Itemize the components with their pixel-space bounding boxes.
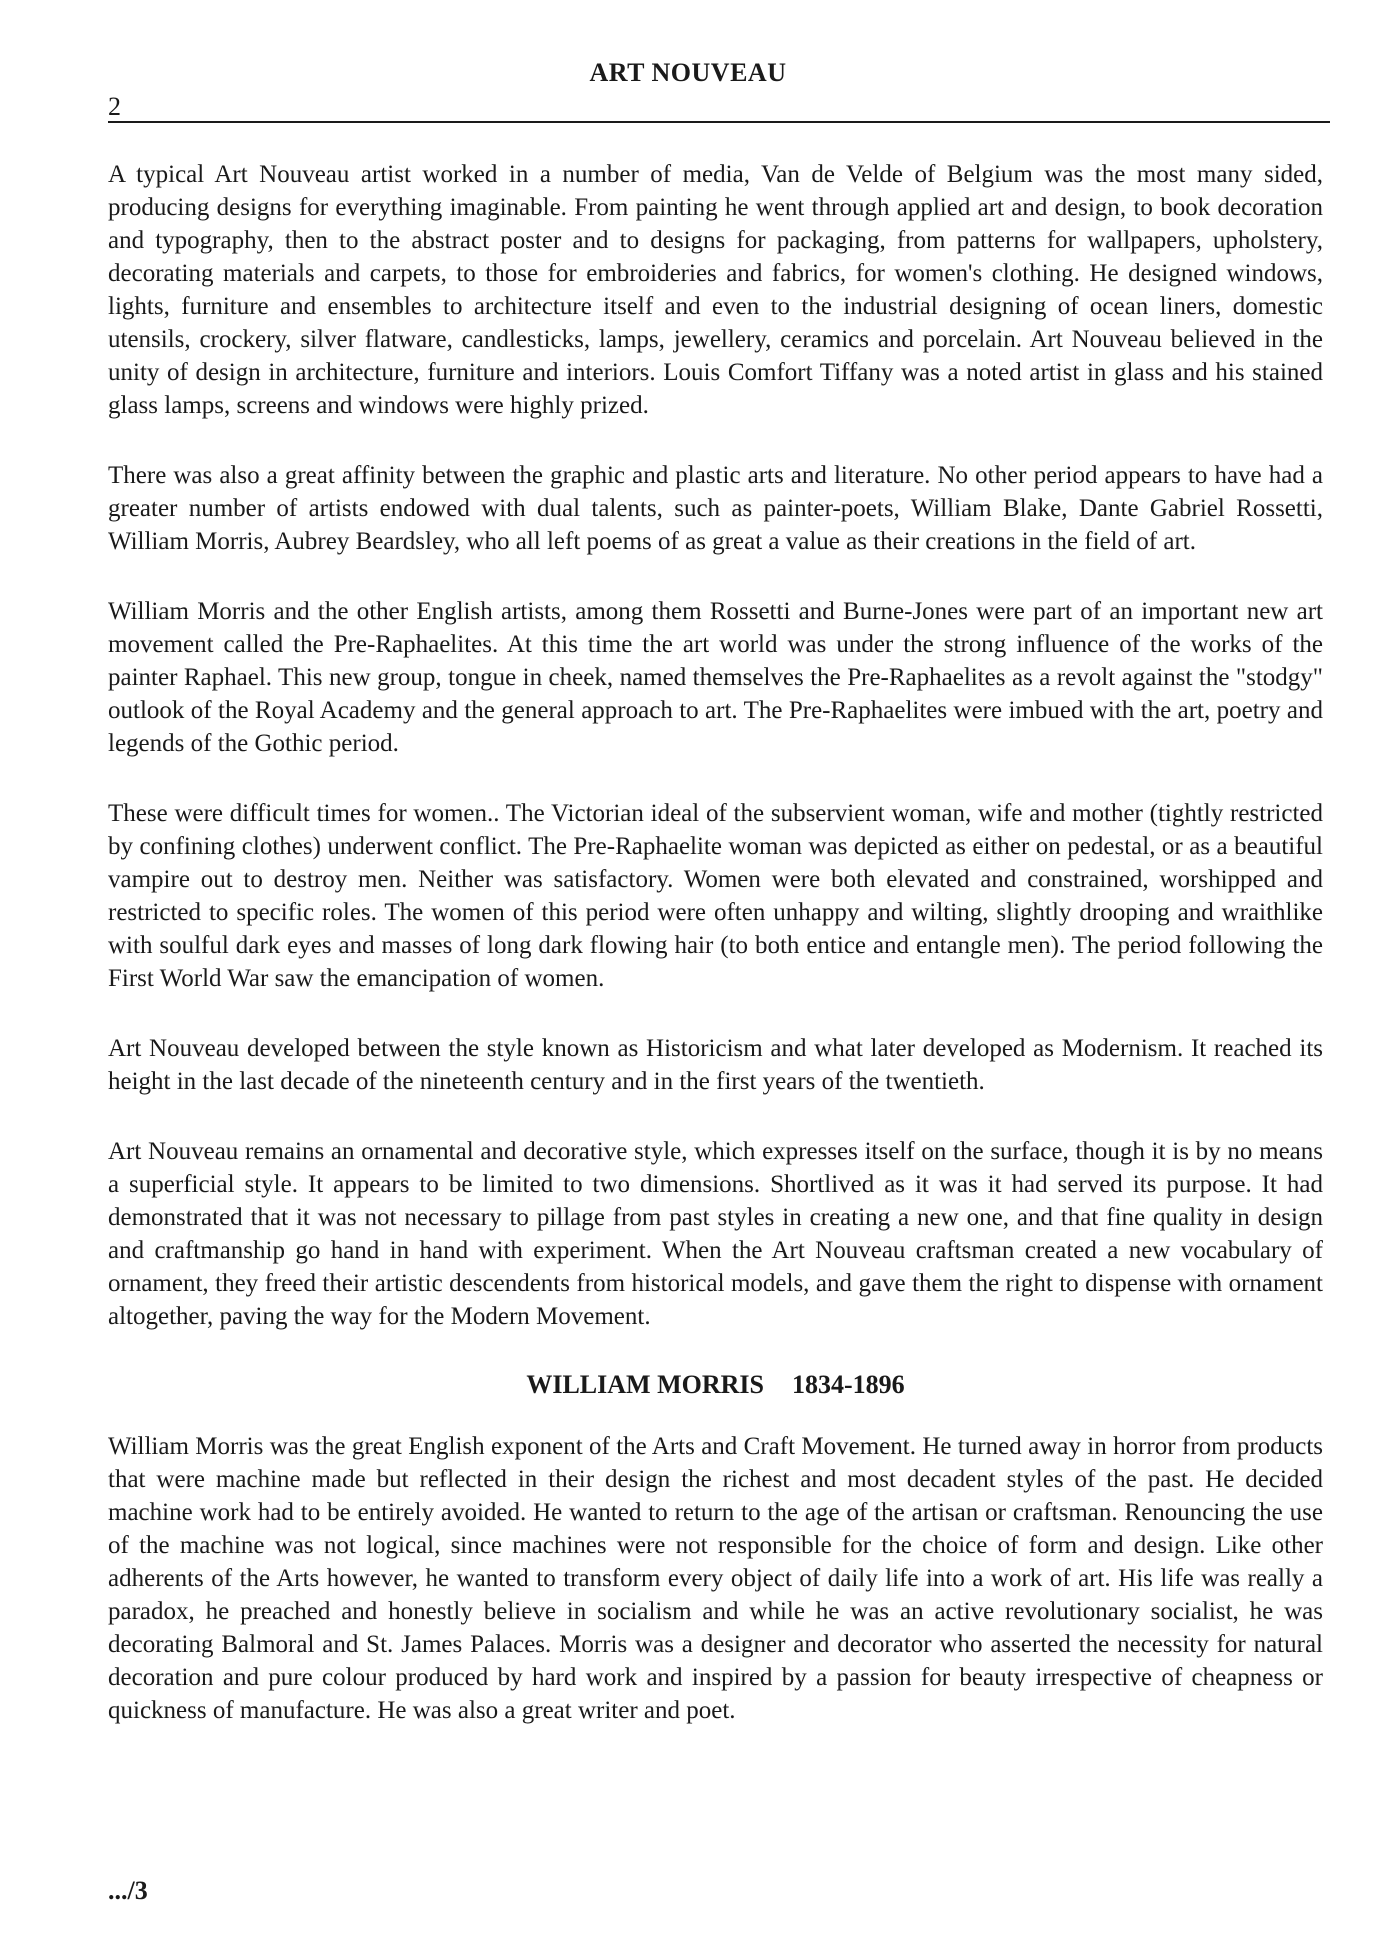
- section-heading-name: WILLIAM MORRIS: [526, 1370, 764, 1399]
- paragraph-women: These were difficult times for women.. The Victorian ideal of the subservient woman, wife and mother (tightly restricted by confining clothes) underwent conflict. The Pre-Raphaelite woman was depicted as either on pedestal, or as a beautiful vampire out to destroy men. Neither was satisfactory. Women were both elevated and constrained, worshipped and restricted to specific roles. The women of this period were often unhappy and wilting, slightly drooping and wraithlike with soulful dark eyes and masses of long dark flowing hair (to both entice and entangle men). The period following the First World War saw the emancipation of women.: [108, 800, 1323, 992]
- paragraph-van-de-velde: A typical Art Nouveau artist worked in a number of media, Van de Velde of Belgium was the most many sided, producing designs for everything imaginable. From painting he went through applied art and design, to book decoration and typography, then to the abstract poster and to designs for packaging, from patterns for wallpapers, upholstery, decorating materials and carpets, to those for embroideries and fabrics, for women's clothing. He designed windows, lights, furniture and ensembles to architecture itself and even to the industrial designing of ocean liners, domestic utensils, crockery, silver flatware, candlesticks, lamps, jewellery, ceramics and porcelain. Art Nouveau believed in the unity of design in architecture, furniture and interiors. Louis Comfort Tiffany was a noted artist in glass and his stained glass lamps, screens and windows were highly prized.: [108, 161, 1323, 419]
- running-title: ART NOUVEAU: [589, 58, 787, 87]
- paragraph-pre-raphaelites: William Morris and the other English artists, among them Rossetti and Burne-Jones were part of an important new art movement called the Pre-Raphaelites. At this time the art world was under the strong influence of the works of the painter Raphael. This new group, tongue in cheek, named themselves the Pre-Raphaelites as a revolt against the "stodgy" outlook of the Royal Academy and the general approach to art. The Pre-Raphaelites were imbued with the art, poetry and legends of the Gothic period.: [108, 598, 1323, 757]
- page-number: 2: [108, 92, 121, 121]
- paragraph-william-morris: William Morris was the great English exponent of the Arts and Craft Movement. He turned away in horror from products that were machine made but reflected in their design the richest and most decadent styles of the past. He decided machine work had to be entirely avoided. He wanted to return to the age of the artisan or craftsman. Renouncing the use of the machine was not logical, since machines were not responsible for the choice of form and design. Like other adherents of the Arts however, he wanted to transform every object of daily life into a work of art. His life was really a paradox, he preached and honestly believe in socialism and while he was an active revolutionary socialist, he was decorating Balmoral and St. James Palaces. Morris was a designer and decorator who asserted the necessity for natural decoration and pure colour produced by hard work and inspired by a passion for beauty irrespective of cheapness or quickness of manufacture. He was also a great writer and poet.: [108, 1433, 1323, 1724]
- section-heading-years: 1834-1896: [791, 1370, 905, 1399]
- paragraph-dual-talents: There was also a great affinity between the graphic and plastic arts and literature. No other period appears to have had a greater number of artists endowed with dual talents, such as painter-poets, William Blake, Dante Gabriel Rossetti, William Morris, Aubrey Beardsley, who all left poems of as great a value as their creations in the field of art.: [108, 462, 1323, 555]
- body-text: [108, 158, 1323, 1764]
- paragraph-ornamental-style: Art Nouveau remains an ornamental and decorative style, which expresses itself on the surface, though it is by no means a superficial style. It appears to be limited to two dimensions. Shortlived as it was it had served its purpose. It had demonstrated that it was not necessary to pillage from past styles in creating a new one, and that fine quality in design and craftmanship go hand in hand with experiment. When the Art Nouveau craftsman created a new vocabulary of ornament, they freed their artistic descendents from historical models, and gave them the right to dispense with ornament altogether, paving the way for the Modern Movement.: [108, 1138, 1323, 1330]
- continuation-marker: .../3: [108, 1876, 148, 1905]
- header-rule: [108, 121, 1330, 123]
- paragraph-historicism: Art Nouveau developed between the style known as Historicism and what later developed as Modernism. It reached its height in the last decade of the nineteenth century and in the first years of the twentieth.: [108, 1035, 1323, 1095]
- section-heading: [108, 1370, 1323, 1400]
